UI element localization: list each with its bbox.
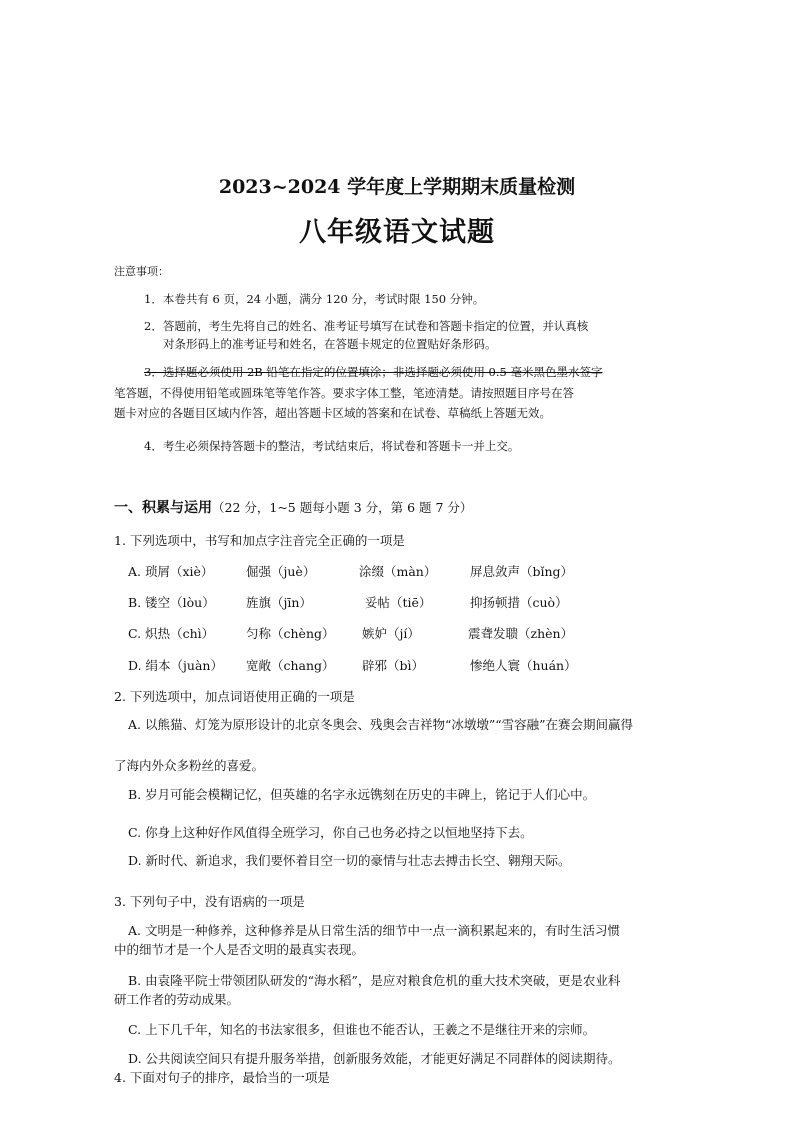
q1-option-a-1: A. 琐屑（xiè） [128, 564, 214, 579]
notice-item-3-line-3: 题卡对应的各题目区域内作答，超出答题卡区域的答案和在试卷、草稿纸上答题无效。 [114, 406, 551, 420]
notice-item-4: 4．考生必须保持答题卡的整洁，考试结束后，将试卷和答题卡一并上交。 [144, 439, 520, 453]
q2-option-a-line-1: A. 以熊猫、灯笼为原形设计的北京冬奥会、残奥会吉祥物“冰墩墩”“雪容融”在赛会期间赢得 [128, 717, 634, 732]
q1-option-a-2: 倔强（juè） [246, 564, 316, 579]
q1-option-a-4: 屏息敛声（bǐng） [470, 564, 574, 579]
section-1-score-note: （22 分，1~5 题每小题 3 分，第 6 题 7 分） [212, 500, 473, 515]
q1-option-b-2: 旌旗（jīn） [246, 595, 312, 610]
q1-option-b-1: B. 镂空（lòu） [128, 595, 215, 610]
notice-item-3-line-2: 笔答题，不得使用铅笔或圆珠笔等笔作答。要求字体工整，笔迹清楚。请按照题目序号在答 [114, 386, 574, 400]
notice-item-2-line-2: 对条形码上的准考证号和姓名，在答题卡规定的位置贴好条形码。 [163, 337, 497, 351]
exam-title: 2023~2024 学年度上学期期末质量检测 [218, 176, 576, 198]
question-1-stem: 1. 下列选项中，书写和加点字注音完全正确的一项是 [114, 533, 405, 548]
q1-option-d-3: 辟邪（bì） [362, 658, 424, 673]
q1-option-c-2: 匀称（chèng） [246, 626, 335, 641]
q3-option-d: D. 公共阅读空间只有提升服务举措，创新服务效能，才能更好满足不同群体的阅读期待。 [128, 1051, 621, 1066]
notice-item-2-line-1: 2．答题前，考生先将自己的姓名、准考证号填写在试卷和答题卡指定的位置，并认真核 [144, 319, 589, 333]
q2-option-a-line-2: 了海内外众多粉丝的喜爱。 [114, 758, 265, 773]
notice-item-3-line-1: 3．选择题必须使用 2B 铅笔在指定的位置填涂；非选择题必须使用 0.5 毫米黑色墨水签字 [144, 365, 603, 379]
q1-option-c-4: 震聋发聩（zhèn） [468, 626, 574, 641]
question-4-stem: 4. 下面对句子的排序，最恰当的一项是 [114, 1070, 330, 1085]
q1-option-d-1: D. 绢本（juàn） [128, 658, 223, 673]
q2-option-c: C. 你身上这种好作风值得全班学习，你自己也务必持之以恒地坚持下去。 [128, 825, 533, 840]
q3-option-b-line-2: 研工作者的劳动成果。 [114, 992, 240, 1007]
q1-option-c-3: 嫉妒（jí） [362, 626, 420, 641]
q1-option-d-2: 宽敞（chang） [246, 658, 335, 673]
q1-option-a-3: 涂缀（màn） [359, 564, 437, 579]
section-1-title: 一、积累与运用 [114, 500, 212, 516]
q1-option-c-1: C. 炽热（chì） [128, 626, 215, 641]
q2-option-d: D. 新时代、新追求，我们要怀着目空一切的豪情与壮志去搏击长空、翱翔天际。 [128, 853, 571, 868]
q1-option-b-4: 抑扬顿措（cuò） [470, 595, 568, 610]
notice-item-1: 1．本卷共有 6 页，24 小题，满分 120 分，考试时限 150 分钟。 [144, 292, 485, 306]
question-3-stem: 3. 下列句子中，没有语病的一项是 [114, 894, 305, 909]
q3-option-c: C. 上下几千年，知名的书法家很多，但谁也不能否认，王羲之不是继往开来的宗师。 [128, 1022, 596, 1037]
q3-option-b-line-1: B. 由袁隆平院士带领团队研发的“海水稻”，是应对粮食危机的重大技术突破，更是农业科 [128, 973, 621, 988]
q1-option-b-3: 妥帖（tiē） [365, 595, 432, 610]
exam-subject-title: 八年级语文试题 [299, 217, 495, 248]
notice-heading: 注意事项： [114, 265, 169, 278]
q3-option-a-line-2: 中的细节才是一个人是否文明的最真实表现。 [114, 942, 365, 957]
section-1-heading [114, 497, 472, 517]
q1-option-d-4: 惨绝人寰（huán） [470, 658, 577, 673]
q3-option-a-line-1: A. 文明是一种修养，这种修养是从日常生活的细节中一点一滴积累起来的，有时生活习惯 [128, 923, 620, 938]
question-2-stem: 2. 下列选项中，加点词语使用正确的一项是 [114, 689, 355, 704]
q2-option-b: B. 岁月可能会模糊记忆，但英雄的名字永远镌刻在历史的丰碑上，铭记于人们心中。 [128, 787, 596, 802]
